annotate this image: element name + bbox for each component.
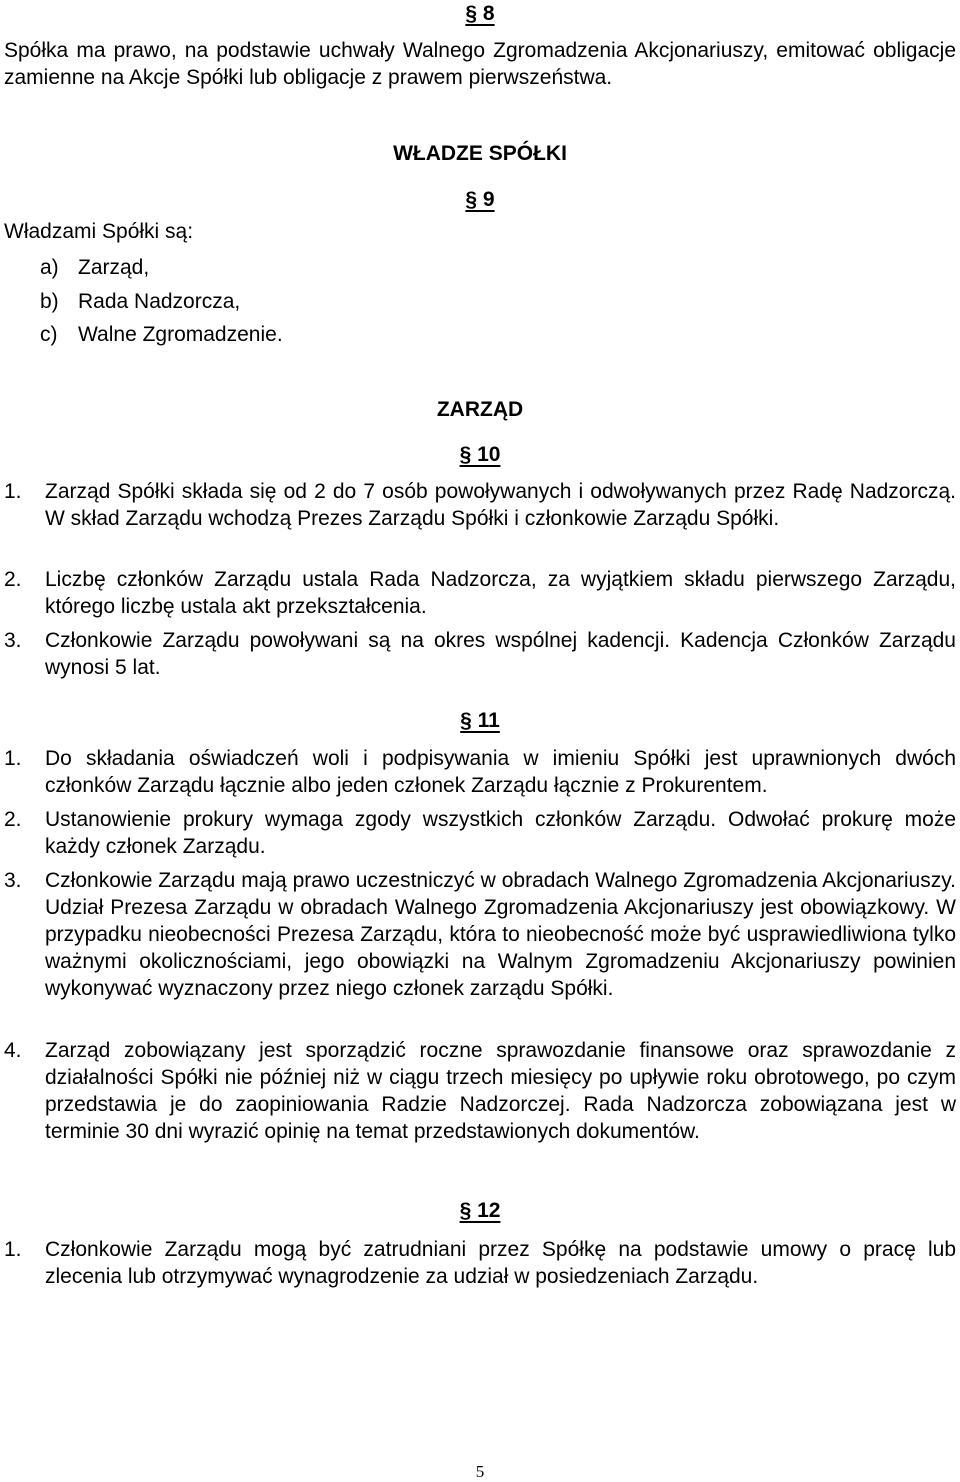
- item-text: Zarząd zobowiązany jest sporządzić roczne sprawozdanie finansowe oraz sprawozdanie z działalności Spółki nie później niż w ciągu trzech miesięcy po upływie roku obrotowego, po czym przedstawia je do zaopiniowania Radzie Nadzorczej. Rada Nadzorcza zobowiązana jest w terminie 30 dni wyrazić opinię na temat przedstawionych dokumentów.: [45, 1039, 956, 1143]
- item-number: 4.: [4, 1039, 22, 1062]
- section-11-item-2: [4, 806, 956, 860]
- section-10-heading: § 10: [459, 443, 501, 466]
- section-9-intro: Władzami Spółki są:: [4, 220, 194, 243]
- section-12-heading: § 12: [459, 1199, 501, 1222]
- item-text: Członkowie Zarządu mogą być zatrudniani przez Spółkę na podstawie umowy o pracę lub zlecenia lub otrzymywać wynagrodzenie za udział w posiedzeniach Zarządu.: [45, 1238, 956, 1288]
- section-11-item-4: [4, 1037, 956, 1145]
- item-text: Walne Zgromadzenie.: [78, 323, 283, 346]
- item-text: Zarząd Spółki składa się od 2 do 7 osób powoływanych i odwoływanych przez Radę Nadzorczą. W skład Zarządu wchodzą Prezes Zarządu Spółki i członkowie Zarządu Spółki.: [45, 480, 956, 530]
- section-10-item-2: [4, 566, 956, 620]
- item-label: a): [40, 256, 59, 279]
- item-label: b): [40, 290, 59, 313]
- section-9-item-c: [40, 321, 283, 348]
- section-9-heading: § 9: [465, 188, 495, 211]
- item-number: 2.: [4, 568, 22, 591]
- item-number: 2.: [4, 808, 22, 831]
- section-9-item-b: [40, 288, 240, 315]
- item-text: Członkowie Zarządu mają prawo uczestniczyć w obradach Walnego Zgromadzenia Akcjonariuszy. Udział Prezesa Zarządu w obradach Walnego Zgromadzenia Akcjonariuszy jest obowiązkowy. W przypadku nieobecności Prezesa Zarządu, która to nieobecność może być usprawiedliwiona tylko ważnymi okolicznościami, jego obowiązki na Walnym Zgromadzeniu Akcjonariuszy powinien wykonywać wyznaczony przez niego członek zarządu Spółki.: [45, 869, 956, 1000]
- item-number: 1.: [4, 747, 22, 770]
- wladze-spolki-title: WŁADZE SPÓŁKI: [393, 142, 567, 165]
- section-11-item-3: [4, 867, 956, 1002]
- item-text: Zarząd,: [78, 256, 150, 279]
- section-10-item-3: [4, 627, 956, 681]
- section-9-item-a: [40, 254, 149, 281]
- section-10-item-1: [4, 478, 956, 532]
- item-label: c): [40, 323, 58, 346]
- item-number: 1.: [4, 480, 22, 503]
- item-text: Członkowie Zarządu powoływani są na okres wspólnej kadencji. Kadencja Członków Zarządu wynosi 5 lat.: [45, 629, 956, 679]
- item-text: Liczbę członków Zarządu ustala Rada Nadzorcza, za wyjątkiem składu pierwszego Zarządu, którego liczbę ustala akt przekształcenia.: [45, 568, 956, 618]
- section-11-heading: § 11: [460, 709, 500, 732]
- item-number: 3.: [4, 869, 22, 892]
- section-12-item-1: [4, 1236, 956, 1290]
- item-text: Do składania oświadczeń woli i podpisywania w imieniu Spółki jest uprawnionych dwóch członków Zarządu łącznie albo jeden członek Zarządu łącznie z Prokurentem.: [45, 747, 956, 797]
- section-8-heading: § 8: [465, 2, 495, 25]
- item-text: Ustanowienie prokury wymaga zgody wszystkich członków Zarządu. Odwołać prokurę może każdy członek Zarządu.: [45, 808, 956, 858]
- item-text: Rada Nadzorcza,: [78, 290, 241, 313]
- item-number: 1.: [4, 1238, 22, 1261]
- section-11-item-1: [4, 745, 956, 799]
- zarzad-title: ZARZĄD: [436, 398, 524, 421]
- item-number: 3.: [4, 629, 22, 652]
- section-8-text: Spółka ma prawo, na podstawie uchwały Walnego Zgromadzenia Akcjonariuszy, emitować obligacje zamienne na Akcje Spółki lub obligacje z prawem pierwszeństwa.: [4, 39, 956, 89]
- page-number: 5: [475, 1462, 485, 1481]
